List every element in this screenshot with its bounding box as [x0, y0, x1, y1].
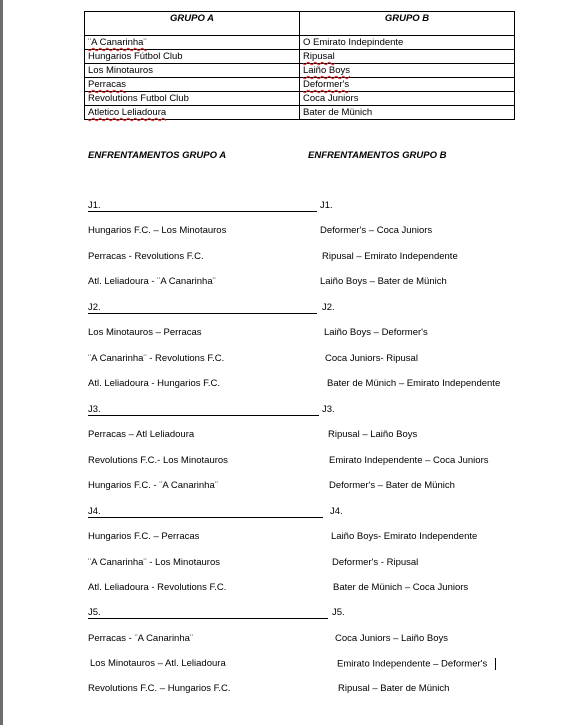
match-b[interactable]: Ripusal – Bater de Münich: [338, 683, 450, 694]
round-label-a: J2.: [88, 302, 317, 314]
team-cell[interactable]: Laiño Boys: [300, 64, 515, 78]
table-row: [85, 78, 515, 92]
match-a[interactable]: Los Minotauros – Atl. Leliadoura: [90, 658, 226, 669]
match-b[interactable]: Coca Juniors- Ripusal: [325, 353, 418, 364]
team-cell[interactable]: Ripusal: [300, 50, 515, 64]
match-a[interactable]: Hungarios F.C. – Perracas: [88, 531, 200, 542]
team-cell[interactable]: O Emirato Indepindente: [300, 36, 515, 50]
round-label-b: J5.: [332, 607, 345, 618]
match-b[interactable]: Bater de Münich – Coca Juniors: [333, 582, 469, 593]
match-b[interactable]: Deformer's - Ripusal: [332, 557, 419, 568]
heading-enfrentamentos-a: ENFRENTAMENTOS GRUPO A: [88, 150, 227, 161]
round-label-b: J4.: [330, 506, 343, 517]
team-cell[interactable]: Los Minotauros: [85, 64, 300, 78]
round-label-b: J2.: [322, 302, 335, 313]
match-a[interactable]: Atl. Leliadoura - Revolutions F.C.: [88, 582, 227, 593]
match-b-text: Emirato Independente – Deformer's: [337, 658, 488, 670]
match-a[interactable]: Perracas – Atl Leliadoura: [88, 429, 195, 440]
round-label-b: J3.: [322, 404, 335, 415]
match-b[interactable]: Emirato Independente – Coca Juniors: [329, 455, 489, 466]
match-a[interactable]: Perracas - ¨A Canarinha¨: [88, 633, 194, 644]
text-cursor: [495, 658, 496, 670]
match-b[interactable]: Deformer's – Coca Juniors: [320, 225, 433, 236]
groups-table: [84, 11, 515, 120]
team-cell[interactable]: Bater de Münich: [300, 106, 515, 120]
team-cell[interactable]: Perracas: [85, 78, 300, 92]
round-label-a: J3.: [88, 404, 319, 416]
match-b[interactable]: Laiño Boys – Deformer's: [324, 327, 428, 338]
match-a[interactable]: Hungarios F.C. - ¨A Canarinha¨: [88, 480, 218, 491]
match-a[interactable]: Revolutions F.C.- Los Minotauros: [88, 455, 228, 466]
match-a[interactable]: Atl. Leliadoura - ¨A Canarinha¨: [88, 276, 216, 287]
match-b[interactable]: Ripusal – Laiño Boys: [328, 429, 418, 440]
match-a[interactable]: Hungarios F.C. – Los Minotauros: [88, 225, 227, 236]
match-a[interactable]: Revolutions F.C. – Hungarios F.C.: [88, 683, 231, 694]
match-a[interactable]: ¨A Canarinha¨ - Los Minotauros: [88, 557, 221, 568]
table-row: [85, 106, 515, 120]
team-cell[interactable]: ¨A Canarinha¨: [85, 36, 300, 50]
match-b[interactable]: Laiño Boys- Emirato Independente: [331, 531, 478, 542]
match-a[interactable]: Atl. Leliadoura - Hungarios F.C.: [88, 378, 221, 389]
table-row: [85, 50, 515, 64]
team-cell[interactable]: Atletico Leliadoura: [85, 106, 300, 120]
match-b[interactable]: Ripusal – Emirato Independente: [322, 251, 458, 262]
match-b[interactable]: Coca Juniors – Laiño Boys: [335, 633, 449, 644]
match-a[interactable]: ¨A Canarinha¨ - Revolutions F.C.: [88, 353, 225, 364]
team-cell[interactable]: Hungarios Fútbol Club: [85, 50, 300, 64]
team-cell[interactable]: Revolutions Futbol Club: [85, 92, 300, 106]
match-a[interactable]: Los Minotauros – Perracas: [88, 327, 202, 338]
round-label-a: J1.: [88, 200, 317, 212]
table-row: [85, 36, 515, 50]
match-b[interactable]: [337, 658, 496, 671]
team-cell[interactable]: Deformer's: [300, 78, 515, 92]
heading-enfrentamentos-b: ENFRENTAMENTOS GRUPO B: [308, 150, 447, 161]
table-row: [85, 64, 515, 78]
match-a[interactable]: Perracas - Revolutions F.C.: [88, 251, 204, 262]
groups-header-row: [85, 12, 515, 36]
header-grupo-b: GRUPO B: [300, 12, 515, 36]
header-grupo-a: GRUPO A: [85, 12, 300, 36]
team-cell[interactable]: Coca Juniors: [300, 92, 515, 106]
round-label-a: J4.: [88, 506, 323, 518]
match-b[interactable]: Laiño Boys – Bater de Münich: [320, 276, 447, 287]
round-label-b: J1.: [320, 200, 333, 211]
table-row: [85, 92, 515, 106]
match-b[interactable]: Bater de Münich – Emirato Independente: [327, 378, 501, 389]
round-label-a: J5.: [88, 607, 328, 619]
match-b[interactable]: Deformer's – Bater de Münich: [329, 480, 455, 491]
page-edge: [0, 0, 3, 725]
